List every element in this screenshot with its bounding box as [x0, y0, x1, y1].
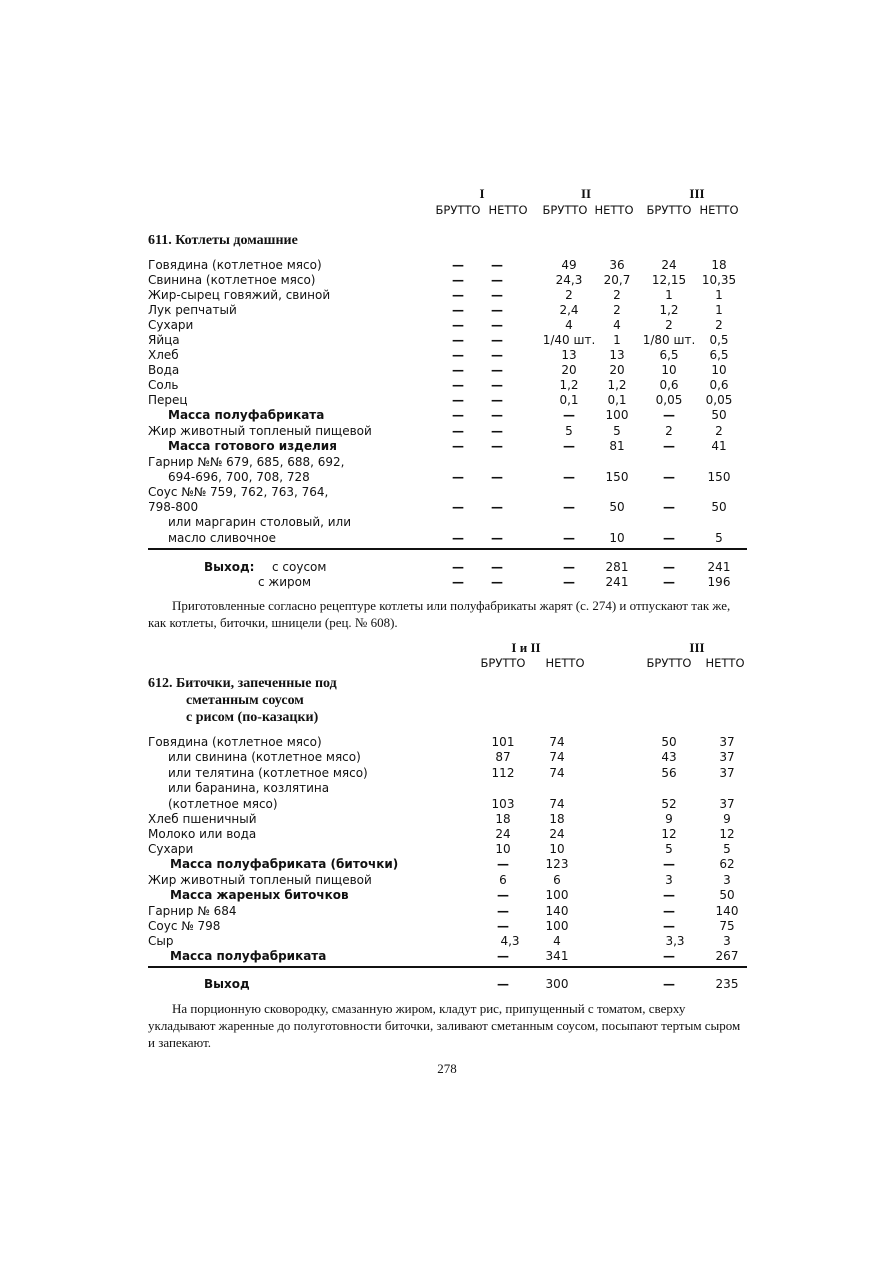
ingredient-label: (котлетное мясо) [168, 797, 278, 811]
ingredient-label: 694-696, 700, 708, 728 [168, 470, 310, 484]
cell-value: 2 [613, 288, 621, 302]
output-label: Выход [204, 977, 250, 991]
cell-value: — [491, 363, 503, 377]
cell-value: 241 [707, 560, 731, 574]
ingredient-label: Говядина (котлетное мясо) [148, 258, 322, 272]
ingredient-label: или маргарин столовый, или [168, 515, 352, 529]
cell-value: 50 [711, 408, 727, 422]
cell-value: 20,7 [603, 273, 631, 287]
cell-value: 81 [609, 439, 625, 453]
column-header: НЕТТО [545, 656, 585, 670]
table-divider [148, 548, 747, 550]
output-sauce-label: с соусом [272, 560, 327, 574]
ingredient-label: Масса жареных биточков [170, 888, 349, 902]
cell-value: 2 [715, 318, 723, 332]
cell-value: — [663, 904, 675, 918]
cell-value: — [663, 888, 675, 902]
ingredient-label: Гарнир № 684 [148, 904, 237, 918]
cell-value: 4 [613, 318, 621, 332]
cell-value: — [563, 560, 575, 574]
cell-value: — [497, 888, 509, 902]
cell-value: — [452, 288, 464, 302]
cell-value: 235 [715, 977, 739, 991]
cell-value: — [663, 500, 675, 514]
cell-value: 50 [609, 500, 625, 514]
cell-value: — [491, 318, 503, 332]
column-group-header: III [689, 640, 705, 655]
ingredient-label: или телятина (котлетное мясо) [168, 766, 368, 780]
cell-value: 13 [609, 348, 625, 362]
cell-value: — [452, 424, 464, 438]
cell-value: 123 [545, 857, 569, 871]
cell-value: — [663, 575, 675, 589]
cell-value: — [491, 424, 503, 438]
cell-value: 24,3 [555, 273, 583, 287]
cell-value: — [452, 500, 464, 514]
cell-value: — [491, 333, 503, 347]
column-header: БРУТТО [646, 203, 692, 217]
cell-value: — [452, 273, 464, 287]
cell-value: 1 [613, 333, 621, 347]
cell-value: 0,05 [655, 393, 683, 407]
cell-value: — [497, 919, 509, 933]
cell-value: 20 [609, 363, 625, 377]
recipe-note: На порционную сковородку, смазанную жиром, кладут рис, припущенный с томатом, сверху укладывают жаренные до полуготовности биточки, заливают сметанным соусом, посыпают тертым сыром и запекают. [148, 1001, 741, 1050]
ingredient-label: Перец [148, 393, 188, 407]
cell-value: 18 [711, 258, 727, 272]
output-label: Выход: [204, 560, 255, 574]
cell-value: 10 [549, 842, 565, 856]
cell-value: 74 [549, 735, 565, 749]
cell-value: 9 [665, 812, 673, 826]
cell-value: 150 [605, 470, 629, 484]
cell-value: 1/80 шт. [642, 333, 696, 347]
cell-value: — [663, 857, 675, 871]
table-divider [148, 966, 747, 968]
column-group-header: I и II [511, 640, 541, 655]
cell-value: — [563, 575, 575, 589]
cell-value: — [452, 470, 464, 484]
ingredient-label: Сухари [148, 318, 194, 332]
column-header: БРУТТО [542, 203, 588, 217]
page-number: 278 [437, 1061, 457, 1076]
cell-value: — [491, 273, 503, 287]
cell-value: 10,35 [701, 273, 737, 287]
cell-value: 112 [491, 766, 515, 780]
ingredient-label: Гарнир №№ 679, 685, 688, 692, [148, 455, 345, 469]
cell-value: — [452, 393, 464, 407]
recipe-title: 612. Биточки, запеченные под [148, 676, 337, 691]
recipe-title: 611. Котлеты домашние [148, 233, 298, 248]
cell-value: 20 [561, 363, 577, 377]
cell-value: — [452, 303, 464, 317]
cell-value: 0,1 [607, 393, 627, 407]
ingredient-label: Хлеб [148, 348, 179, 362]
ingredient-label: Лук репчатый [148, 303, 237, 317]
cell-value: — [497, 977, 509, 991]
ingredient-label: Масса готового изделия [168, 439, 337, 453]
cell-value: — [491, 575, 503, 589]
cell-value: 150 [707, 470, 731, 484]
cell-value: 37 [719, 766, 735, 780]
cell-value: — [497, 857, 509, 871]
cell-value: 5 [665, 842, 673, 856]
cell-value: 2 [613, 303, 621, 317]
cell-value: 140 [545, 904, 569, 918]
cell-value: — [497, 949, 509, 963]
ingredient-label: Соус № 798 [148, 919, 221, 933]
recipe-note: Приготовленные согласно рецептуре котлеты или полуфабрикаты жарят (с. 274) и отпускают так же, как котлеты, биточки, шницели (рец. № 608). [148, 598, 731, 630]
ingredient-label: Вода [148, 363, 180, 377]
cell-value: — [563, 408, 575, 422]
output-fat-label: с жиром [258, 575, 312, 589]
cell-value: 43 [661, 750, 677, 764]
cell-value: — [563, 439, 575, 453]
ingredient-label: Говядина (котлетное мясо) [148, 735, 322, 749]
cell-value: — [663, 919, 675, 933]
ingredient-label: Масса полуфабриката [168, 408, 325, 422]
cell-value: — [452, 258, 464, 272]
cell-value: 3 [723, 934, 731, 948]
cell-value: 74 [549, 750, 565, 764]
cell-value: 6,5 [659, 348, 679, 362]
cell-value: 1,2 [607, 378, 627, 392]
cell-value: 24 [495, 827, 511, 841]
cell-value: 0,5 [709, 333, 729, 347]
cell-value: — [452, 575, 464, 589]
ingredient-label: Жир-сырец говяжий, свиной [148, 288, 331, 302]
cell-value: 281 [605, 560, 629, 574]
ingredient-label: Хлеб пшеничный [148, 812, 257, 826]
cell-value: 2,4 [559, 303, 579, 317]
cell-value: 2 [715, 424, 723, 438]
cell-value: 37 [719, 797, 735, 811]
cell-value: 49 [561, 258, 577, 272]
cell-value: — [497, 904, 509, 918]
cell-value: 241 [605, 575, 629, 589]
column-group-header: III [689, 186, 705, 201]
cell-value: 18 [495, 812, 511, 826]
cell-value: 6 [499, 873, 507, 887]
cell-value: 10 [711, 363, 727, 377]
cell-value: 12 [661, 827, 677, 841]
recipe-title: с рисом (по-казацки) [186, 710, 319, 725]
cell-value: 0,6 [709, 378, 729, 392]
cell-value: 5 [565, 424, 573, 438]
cell-value: — [563, 531, 575, 545]
cell-value: — [452, 318, 464, 332]
cell-value: 37 [719, 735, 735, 749]
cell-value: 300 [545, 977, 569, 991]
cell-value: — [491, 439, 503, 453]
ingredient-label: Сухари [148, 842, 194, 856]
cell-value: 56 [661, 766, 677, 780]
cell-value: 10 [495, 842, 511, 856]
ingredient-label: Масса полуфабриката (биточки) [170, 857, 399, 871]
column-header: НЕТТО [594, 203, 634, 217]
cell-value: — [491, 560, 503, 574]
cell-value: 100 [545, 888, 569, 902]
cell-value: 3,3 [665, 934, 685, 948]
cell-value: — [452, 408, 464, 422]
cell-value: 4 [553, 934, 561, 948]
cell-value: — [452, 560, 464, 574]
cell-value: — [491, 348, 503, 362]
ingredient-label: Жир животный топленый пищевой [148, 424, 372, 438]
column-header: НЕТТО [488, 203, 528, 217]
recipe-title: сметанным соусом [186, 693, 304, 708]
cell-value: 13 [561, 348, 577, 362]
cell-value: 24 [549, 827, 565, 841]
cell-value: 341 [545, 949, 569, 963]
cell-value: 3 [723, 873, 731, 887]
cell-value: — [452, 378, 464, 392]
cell-value: 3 [665, 873, 673, 887]
cell-value: — [491, 500, 503, 514]
cell-value: 74 [549, 797, 565, 811]
ingredient-label: Жир животный топленый пищевой [148, 873, 372, 887]
cell-value: 50 [719, 888, 735, 902]
cell-value: 1/40 шт. [542, 333, 596, 347]
cell-value: — [491, 393, 503, 407]
ingredient-label: Свинина (котлетное мясо) [148, 273, 316, 287]
cell-value: — [452, 348, 464, 362]
cell-value: 2 [665, 318, 673, 332]
cell-value: 50 [661, 735, 677, 749]
ingredient-label: масло сливочное [168, 531, 276, 545]
cell-value: 4,3 [500, 934, 520, 948]
column-header: НЕТТО [705, 656, 745, 670]
cell-value: 37 [719, 750, 735, 764]
cell-value: 12 [719, 827, 735, 841]
cell-value: 100 [605, 408, 629, 422]
cell-value: 2 [665, 424, 673, 438]
column-group-header: I [479, 186, 485, 201]
cell-value: — [491, 258, 503, 272]
cell-value: 1,2 [659, 303, 679, 317]
cell-value: 75 [719, 919, 735, 933]
cell-value: — [663, 408, 675, 422]
column-header: БРУТТО [646, 656, 692, 670]
cell-value: 1 [715, 303, 723, 317]
ingredient-label: Молоко или вода [148, 827, 257, 841]
cell-value: 87 [495, 750, 511, 764]
cell-value: — [563, 470, 575, 484]
cell-value: — [663, 949, 675, 963]
cell-value: — [663, 470, 675, 484]
ingredient-label: 798-800 [148, 500, 199, 514]
cell-value: 18 [549, 812, 565, 826]
cell-value: — [491, 378, 503, 392]
column-header: БРУТТО [435, 203, 481, 217]
column-header: БРУТТО [480, 656, 526, 670]
cell-value: 10 [661, 363, 677, 377]
cell-value: 140 [715, 904, 739, 918]
cell-value: 41 [711, 439, 727, 453]
cell-value: 6,5 [709, 348, 729, 362]
cell-value: 10 [609, 531, 625, 545]
cell-value: — [452, 363, 464, 377]
cell-value: — [491, 470, 503, 484]
cell-value: 1,2 [559, 378, 579, 392]
cell-value: 103 [491, 797, 515, 811]
ingredient-label: Соль [148, 378, 179, 392]
cell-value: 2 [565, 288, 573, 302]
ingredient-label: Яйца [148, 333, 180, 347]
cell-value: 74 [549, 766, 565, 780]
ingredient-label: Масса полуфабриката [170, 949, 327, 963]
cell-value: 196 [707, 575, 731, 589]
cell-value: 101 [491, 735, 515, 749]
ingredient-label: или свинина (котлетное мясо) [168, 750, 361, 764]
cell-value: 0,6 [659, 378, 679, 392]
cell-value: — [491, 531, 503, 545]
cell-value: — [491, 288, 503, 302]
cell-value: — [452, 333, 464, 347]
cell-value: 100 [545, 919, 569, 933]
column-group-header: II [580, 186, 592, 201]
cell-value: 12,15 [651, 273, 687, 287]
cell-value: 24 [661, 258, 677, 272]
cell-value: — [663, 560, 675, 574]
cell-value: — [452, 439, 464, 453]
cell-value: 6 [553, 873, 561, 887]
cell-value: 36 [609, 258, 625, 272]
ingredient-label: Сыр [148, 934, 174, 948]
cell-value: — [563, 500, 575, 514]
cell-value: 0,05 [705, 393, 733, 407]
cell-value: — [663, 531, 675, 545]
cell-value: 62 [719, 857, 735, 871]
ingredient-label: Соус №№ 759, 762, 763, 764, [148, 485, 329, 499]
cell-value: — [663, 439, 675, 453]
cell-value: 5 [613, 424, 621, 438]
cell-value: 0,1 [559, 393, 579, 407]
cell-value: 267 [715, 949, 739, 963]
cell-value: — [491, 303, 503, 317]
cell-value: — [452, 531, 464, 545]
column-header: НЕТТО [699, 203, 739, 217]
cell-value: 50 [711, 500, 727, 514]
cell-value: 1 [715, 288, 723, 302]
cell-value: 5 [723, 842, 731, 856]
ingredient-label: или баранина, козлятина [168, 781, 330, 795]
cell-value: 5 [715, 531, 723, 545]
cell-value: — [663, 977, 675, 991]
cell-value: — [491, 408, 503, 422]
cell-value: 52 [661, 797, 677, 811]
cell-value: 4 [565, 318, 573, 332]
cell-value: 1 [665, 288, 673, 302]
cell-value: 9 [723, 812, 731, 826]
